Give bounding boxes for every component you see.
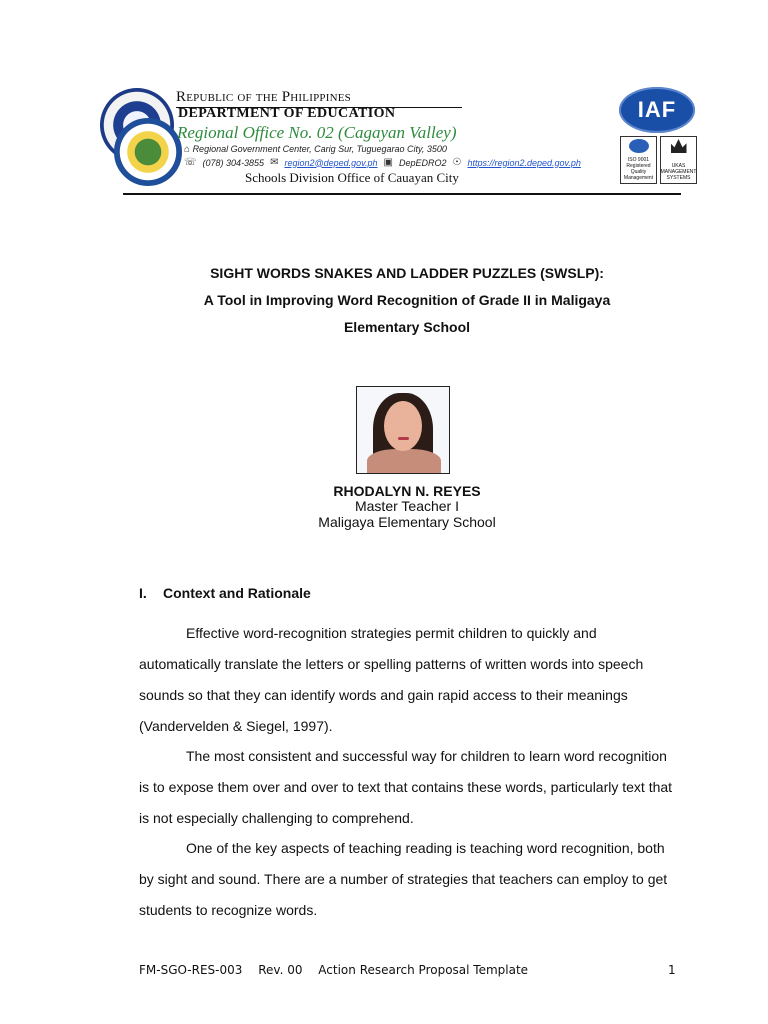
header-email-link[interactable]: region2@deped.gov.ph <box>284 157 378 168</box>
footer-revision: Rev. 00 <box>258 963 303 977</box>
header-department: DEPARTMENT OF EDUCATION <box>178 106 396 121</box>
paragraph: The most consistent and successful way for children to learn word recognition is to expose them over and over to text that contains these words, particularly text that is not especially challenging to comprehend. <box>139 748 673 826</box>
footer-template: Action Research Proposal Template <box>318 963 529 977</box>
header-divider <box>123 193 681 195</box>
photo-lips <box>398 437 409 440</box>
section-title: Context and Rationale <box>163 585 311 601</box>
footer <box>139 963 540 977</box>
footer-code: FM-SGO-RES-003 <box>139 963 243 977</box>
social-icon: ▣ <box>383 157 393 168</box>
header-sdo: Schools Division Office of Cauayan City <box>245 170 459 185</box>
author-position: Master Teacher I <box>354 498 459 514</box>
iso-label: ISO 9001 Registered Quality Management <box>623 157 654 181</box>
header-region: Regional Office No. 02 (Cagayan Valley) <box>177 123 457 142</box>
paragraph: Effective word-recognition strategies permit children to quickly and automatically translate the letters or spelling patterns of written words into speech sounds so that they can identify words and gain rapid access to their meanings (Vandervelden & Siegel, 1997). <box>139 625 644 734</box>
sdo-cauayan-seal-logo <box>114 118 182 186</box>
header-contact <box>184 157 581 168</box>
crown-icon <box>671 139 687 153</box>
header-address <box>184 144 447 155</box>
title-line-3: Elementary School <box>343 319 471 335</box>
iaf-logo: IAF <box>619 87 695 133</box>
phone-icon: ☏ <box>184 157 197 168</box>
iso-badge-icon <box>629 139 649 153</box>
home-icon: ⌂ <box>184 144 191 155</box>
header-social: DepEDRO2 <box>398 157 447 168</box>
photo-face <box>384 401 422 451</box>
header-address-text: Regional Government Center, Carig Sur, Tuguegarao City, 3500 <box>192 144 447 154</box>
author-name: RHODALYN N. REYES <box>333 483 481 499</box>
header-republic: Republic of the Philippines <box>176 89 351 105</box>
title-line-1: SIGHT WORDS SNAKES AND LADDER PUZZLES (SWSLP): <box>210 265 604 281</box>
title-line-2: A Tool in Improving Word Recognition of Grade II in Maligaya <box>203 292 611 308</box>
mail-icon: ✉ <box>270 157 279 168</box>
section-heading <box>139 585 311 601</box>
header-phone: (078) 304-3855 <box>202 157 265 168</box>
ukas-certificate-badge <box>660 136 697 184</box>
photo-body <box>367 449 441 474</box>
iso-certificate-badge <box>620 136 657 184</box>
page-number: 1 <box>668 963 676 977</box>
paragraph: One of the key aspects of teaching reading is teaching word recognition, both by sight and sound. There are a number of strategies that teachers can employ to get students to recognize words. <box>139 840 668 918</box>
ukas-label: UKAS MANAGEMENT SYSTEMS <box>660 163 697 181</box>
author-school: Maligaya Elementary School <box>318 514 496 530</box>
section-number: I. <box>139 585 147 601</box>
globe-icon: ☉ <box>452 157 462 168</box>
author-photo <box>356 386 450 474</box>
header-website-link[interactable]: https://region2.deped.gov.ph <box>467 157 581 168</box>
